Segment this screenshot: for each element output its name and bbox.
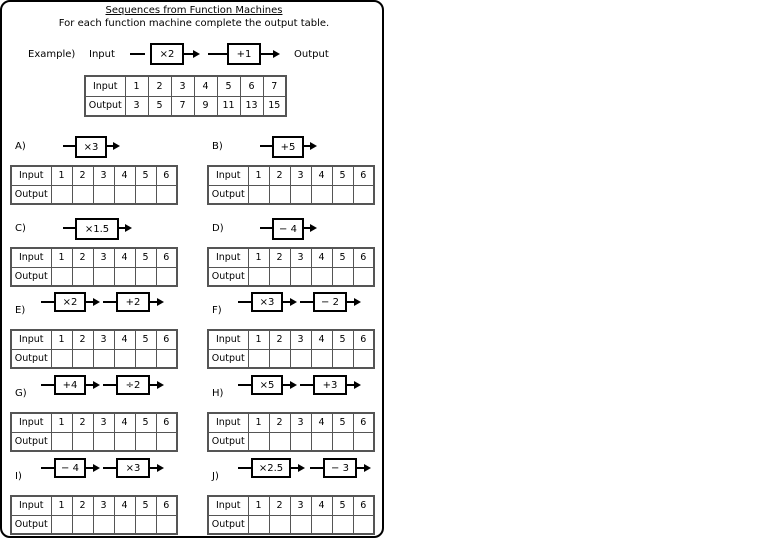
output-answer-cell[interactable] — [72, 349, 93, 368]
machine-line-in — [260, 227, 272, 229]
input-cell: 4 — [114, 166, 135, 185]
machine-line-out — [150, 301, 157, 303]
machine-line-in — [41, 384, 54, 386]
input-cell: 2 — [269, 413, 290, 432]
row-input-header: Input — [208, 413, 248, 432]
row-input-header: Input — [208, 166, 248, 185]
example-output-label: Output — [294, 49, 329, 60]
example-output-cell: 11 — [217, 96, 240, 116]
input-cell: 6 — [353, 166, 374, 185]
output-answer-cell[interactable] — [332, 432, 353, 451]
question-label: C) — [15, 223, 26, 234]
row-input-header: Input — [11, 166, 51, 185]
input-cell: 3 — [93, 166, 114, 185]
output-row — [11, 185, 177, 204]
input-cell: 2 — [269, 330, 290, 349]
function-op-box: − 2 — [313, 292, 347, 312]
output-answer-cell[interactable] — [114, 185, 135, 204]
output-table — [10, 329, 178, 369]
question-label: I) — [15, 471, 22, 482]
output-answer-cell[interactable] — [135, 432, 156, 451]
example-line-in — [130, 53, 145, 55]
example-input-label: Input — [89, 49, 115, 60]
output-answer-cell[interactable] — [51, 185, 72, 204]
row-output-header: Output — [208, 349, 248, 368]
row-output-header: Output — [208, 432, 248, 451]
machine-arrow — [125, 224, 132, 232]
input-cell: 3 — [290, 330, 311, 349]
question-label: D) — [212, 223, 224, 234]
function-op-box: ×1.5 — [75, 218, 119, 240]
input-cell: 1 — [51, 330, 72, 349]
example-line-2 — [208, 53, 228, 55]
machine-arrow — [290, 298, 297, 306]
function-op-box: ×3 — [251, 292, 283, 312]
output-answer-cell[interactable] — [311, 185, 332, 204]
example-input-cell: 6 — [240, 76, 263, 96]
machine-line-mid — [86, 384, 93, 386]
machine-arrow — [354, 381, 361, 389]
worksheet-instructions: For each function machine complete the output table. — [58, 18, 330, 29]
input-cell: 4 — [311, 413, 332, 432]
output-row — [208, 267, 374, 286]
output-answer-cell[interactable] — [93, 185, 114, 204]
machine-line-mid — [283, 301, 290, 303]
row-input-header: Input — [208, 496, 248, 515]
input-cell: 1 — [51, 248, 72, 267]
question-label: E) — [15, 305, 26, 316]
input-cell: 1 — [248, 496, 269, 515]
input-cell: 5 — [332, 330, 353, 349]
output-answer-cell[interactable] — [269, 515, 290, 534]
output-answer-cell[interactable] — [72, 267, 93, 286]
output-answer-cell[interactable] — [332, 185, 353, 204]
row-output-header: Output — [208, 267, 248, 286]
output-answer-cell[interactable] — [311, 267, 332, 286]
row-output-header: Output — [11, 349, 51, 368]
example-line-1 — [184, 53, 193, 55]
output-table — [207, 247, 375, 287]
example-input-cell: 1 — [125, 76, 148, 96]
function-op-box: ×2 — [54, 292, 86, 312]
input-row — [208, 413, 374, 432]
input-cell: 3 — [93, 248, 114, 267]
output-answer-cell[interactable] — [311, 432, 332, 451]
output-row — [208, 349, 374, 368]
machine-line-mid — [300, 384, 313, 386]
output-answer-cell[interactable] — [156, 349, 177, 368]
output-answer-cell[interactable] — [332, 267, 353, 286]
row-input-header: Input — [208, 330, 248, 349]
input-cell: 3 — [93, 330, 114, 349]
machine-line-mid — [291, 467, 298, 469]
input-cell: 3 — [290, 496, 311, 515]
input-cell: 3 — [93, 413, 114, 432]
question-label: J) — [212, 471, 219, 482]
machine-line-mid — [300, 301, 313, 303]
input-cell: 4 — [311, 330, 332, 349]
machine-line-mid — [103, 467, 116, 469]
machine-line-in — [63, 145, 75, 147]
row-output-header: Output — [11, 185, 51, 204]
function-op-box: ×5 — [251, 375, 283, 395]
input-cell: 5 — [332, 413, 353, 432]
input-cell: 3 — [290, 413, 311, 432]
example-op-box-1: ×2 — [150, 43, 184, 65]
machine-arrow — [93, 298, 100, 306]
output-table — [207, 165, 375, 205]
output-answer-cell[interactable] — [269, 349, 290, 368]
row-output-header: Output — [11, 432, 51, 451]
input-cell: 4 — [114, 413, 135, 432]
input-cell: 1 — [51, 413, 72, 432]
input-cell: 6 — [156, 330, 177, 349]
output-answer-cell[interactable] — [353, 185, 374, 204]
output-answer-cell[interactable] — [135, 267, 156, 286]
example-output-cell: 13 — [240, 96, 263, 116]
output-answer-cell[interactable] — [51, 267, 72, 286]
machine-arrow — [157, 298, 164, 306]
input-cell: 2 — [269, 166, 290, 185]
row-input-header: Input — [11, 330, 51, 349]
machine-arrow — [113, 142, 120, 150]
machine-line-in — [238, 384, 251, 386]
output-answer-cell[interactable] — [72, 515, 93, 534]
input-cell: 5 — [135, 413, 156, 432]
output-answer-cell[interactable] — [269, 185, 290, 204]
example-row-input-header: Input — [85, 76, 125, 96]
machine-arrow — [93, 381, 100, 389]
output-table — [10, 165, 178, 205]
input-cell: 6 — [353, 248, 374, 267]
machine-line-in — [41, 467, 54, 469]
machine-arrow — [157, 381, 164, 389]
output-answer-cell[interactable] — [135, 349, 156, 368]
output-answer-cell[interactable] — [290, 185, 311, 204]
function-op-box: +2 — [116, 292, 150, 312]
output-answer-cell[interactable] — [72, 432, 93, 451]
function-op-box: +3 — [313, 375, 347, 395]
output-answer-cell[interactable] — [51, 349, 72, 368]
example-output-cell: 7 — [171, 96, 194, 116]
input-cell: 2 — [72, 330, 93, 349]
machine-line-in — [63, 227, 75, 229]
output-answer-cell[interactable] — [269, 267, 290, 286]
input-cell: 1 — [248, 248, 269, 267]
worksheet — [0, 0, 384, 538]
output-table — [10, 495, 178, 535]
machine-line-in — [238, 301, 251, 303]
output-answer-cell[interactable] — [156, 267, 177, 286]
input-cell: 5 — [135, 248, 156, 267]
input-row — [11, 496, 177, 515]
input-cell: 4 — [311, 496, 332, 515]
output-answer-cell[interactable] — [93, 432, 114, 451]
output-table — [207, 412, 375, 452]
output-table — [10, 247, 178, 287]
input-cell: 2 — [72, 248, 93, 267]
input-row — [11, 166, 177, 185]
function-op-box: ×2.5 — [251, 458, 291, 478]
input-cell: 1 — [248, 166, 269, 185]
machine-line-out — [347, 384, 354, 386]
output-answer-cell[interactable] — [93, 515, 114, 534]
input-cell: 5 — [332, 166, 353, 185]
machine-line-out — [150, 384, 157, 386]
function-op-box: ×3 — [116, 458, 150, 478]
example-input-cell: 7 — [263, 76, 286, 96]
question-label: B) — [212, 141, 223, 152]
machine-arrow — [354, 298, 361, 306]
machine-line-out — [347, 301, 354, 303]
machine-arrow — [298, 464, 305, 472]
machine-arrow — [310, 142, 317, 150]
input-cell: 1 — [248, 413, 269, 432]
function-op-box: − 4 — [54, 458, 86, 478]
machine-arrow — [290, 381, 297, 389]
example-output-cell: 5 — [148, 96, 171, 116]
input-row — [11, 330, 177, 349]
input-cell: 5 — [135, 496, 156, 515]
output-row — [11, 349, 177, 368]
row-input-header: Input — [11, 248, 51, 267]
function-op-box: − 3 — [323, 458, 357, 478]
output-answer-cell[interactable] — [93, 349, 114, 368]
input-cell: 2 — [269, 496, 290, 515]
machine-arrow — [310, 224, 317, 232]
input-cell: 6 — [353, 413, 374, 432]
machine-arrow — [364, 464, 371, 472]
output-table — [10, 412, 178, 452]
output-table — [207, 495, 375, 535]
input-cell: 4 — [311, 248, 332, 267]
input-cell: 4 — [114, 496, 135, 515]
question-label: A) — [15, 141, 26, 152]
function-op-box: ÷2 — [116, 375, 150, 395]
input-row — [208, 496, 374, 515]
input-row — [11, 248, 177, 267]
machine-line-in — [238, 467, 251, 469]
input-cell: 6 — [156, 413, 177, 432]
output-row — [208, 515, 374, 534]
row-input-header: Input — [11, 413, 51, 432]
output-answer-cell[interactable] — [290, 515, 311, 534]
row-output-header: Output — [208, 185, 248, 204]
machine-arrow — [93, 464, 100, 472]
input-cell: 6 — [353, 496, 374, 515]
input-cell: 3 — [93, 496, 114, 515]
example-input-row — [85, 76, 286, 96]
row-output-header: Output — [208, 515, 248, 534]
example-label: Example) — [28, 49, 76, 60]
input-cell: 3 — [290, 248, 311, 267]
output-answer-cell[interactable] — [353, 349, 374, 368]
output-answer-cell[interactable] — [51, 432, 72, 451]
output-row — [11, 432, 177, 451]
example-input-cell: 2 — [148, 76, 171, 96]
output-answer-cell[interactable] — [353, 432, 374, 451]
worksheet-title: Sequences from Function Machines — [105, 5, 283, 16]
input-cell: 1 — [51, 496, 72, 515]
input-cell: 2 — [72, 166, 93, 185]
machine-line-mid — [103, 301, 116, 303]
example-line-3 — [261, 53, 273, 55]
question-label: G) — [15, 388, 27, 399]
output-answer-cell[interactable] — [72, 185, 93, 204]
input-cell: 6 — [156, 248, 177, 267]
output-row — [208, 432, 374, 451]
input-cell: 6 — [156, 166, 177, 185]
input-cell: 5 — [332, 496, 353, 515]
machine-arrow — [157, 464, 164, 472]
output-table — [207, 329, 375, 369]
output-row — [11, 267, 177, 286]
output-answer-cell[interactable] — [135, 515, 156, 534]
example-arrow-2 — [273, 50, 280, 58]
output-answer-cell[interactable] — [269, 432, 290, 451]
input-cell: 1 — [51, 166, 72, 185]
question-label: H) — [212, 388, 224, 399]
output-answer-cell[interactable] — [248, 267, 269, 286]
input-cell: 4 — [114, 248, 135, 267]
input-row — [208, 248, 374, 267]
question-label: F) — [212, 305, 222, 316]
row-output-header: Output — [11, 515, 51, 534]
output-answer-cell[interactable] — [114, 349, 135, 368]
function-op-box: +4 — [54, 375, 86, 395]
input-row — [208, 166, 374, 185]
output-answer-cell[interactable] — [311, 349, 332, 368]
example-table — [84, 75, 287, 117]
example-arrow-1 — [193, 50, 200, 58]
output-row — [208, 185, 374, 204]
example-output-cell: 3 — [125, 96, 148, 116]
example-input-cell: 3 — [171, 76, 194, 96]
machine-line-out — [357, 467, 364, 469]
output-answer-cell[interactable] — [248, 432, 269, 451]
machine-line-in — [41, 301, 54, 303]
row-input-header: Input — [208, 248, 248, 267]
output-answer-cell[interactable] — [248, 185, 269, 204]
output-row — [11, 515, 177, 534]
example-op-box-2: +1 — [227, 43, 261, 65]
function-op-box: +5 — [272, 136, 304, 158]
input-cell: 6 — [156, 496, 177, 515]
machine-line-mid — [310, 467, 323, 469]
input-row — [208, 330, 374, 349]
output-answer-cell[interactable] — [114, 267, 135, 286]
input-cell: 2 — [269, 248, 290, 267]
input-cell: 4 — [114, 330, 135, 349]
output-answer-cell[interactable] — [114, 515, 135, 534]
function-op-box: ×3 — [75, 136, 107, 158]
input-cell: 6 — [353, 330, 374, 349]
function-op-box: − 4 — [272, 218, 304, 240]
example-row-output-header: Output — [85, 96, 125, 116]
output-answer-cell[interactable] — [114, 432, 135, 451]
machine-line-mid — [86, 467, 93, 469]
output-answer-cell[interactable] — [156, 432, 177, 451]
output-answer-cell[interactable] — [353, 515, 374, 534]
input-row — [11, 413, 177, 432]
example-output-row — [85, 96, 286, 116]
output-answer-cell[interactable] — [135, 185, 156, 204]
output-answer-cell[interactable] — [248, 515, 269, 534]
input-cell: 3 — [290, 166, 311, 185]
machine-line-mid — [86, 301, 93, 303]
output-answer-cell[interactable] — [51, 515, 72, 534]
output-answer-cell[interactable] — [353, 267, 374, 286]
machine-line-out — [150, 467, 157, 469]
input-cell: 2 — [72, 413, 93, 432]
output-answer-cell[interactable] — [311, 515, 332, 534]
input-cell: 5 — [135, 330, 156, 349]
example-output-cell: 9 — [194, 96, 217, 116]
output-answer-cell[interactable] — [332, 515, 353, 534]
input-cell: 2 — [72, 496, 93, 515]
output-answer-cell[interactable] — [332, 349, 353, 368]
machine-line-in — [260, 145, 272, 147]
output-answer-cell[interactable] — [290, 267, 311, 286]
example-output-cell: 15 — [263, 96, 286, 116]
output-answer-cell[interactable] — [156, 515, 177, 534]
example-input-cell: 5 — [217, 76, 240, 96]
input-cell: 5 — [332, 248, 353, 267]
input-cell: 5 — [135, 166, 156, 185]
output-answer-cell[interactable] — [156, 185, 177, 204]
row-output-header: Output — [11, 267, 51, 286]
output-answer-cell[interactable] — [290, 432, 311, 451]
input-cell: 4 — [311, 166, 332, 185]
output-answer-cell[interactable] — [93, 267, 114, 286]
machine-line-mid — [283, 384, 290, 386]
row-input-header: Input — [11, 496, 51, 515]
machine-line-mid — [103, 384, 116, 386]
output-answer-cell[interactable] — [290, 349, 311, 368]
input-cell: 1 — [248, 330, 269, 349]
example-input-cell: 4 — [194, 76, 217, 96]
output-answer-cell[interactable] — [248, 349, 269, 368]
